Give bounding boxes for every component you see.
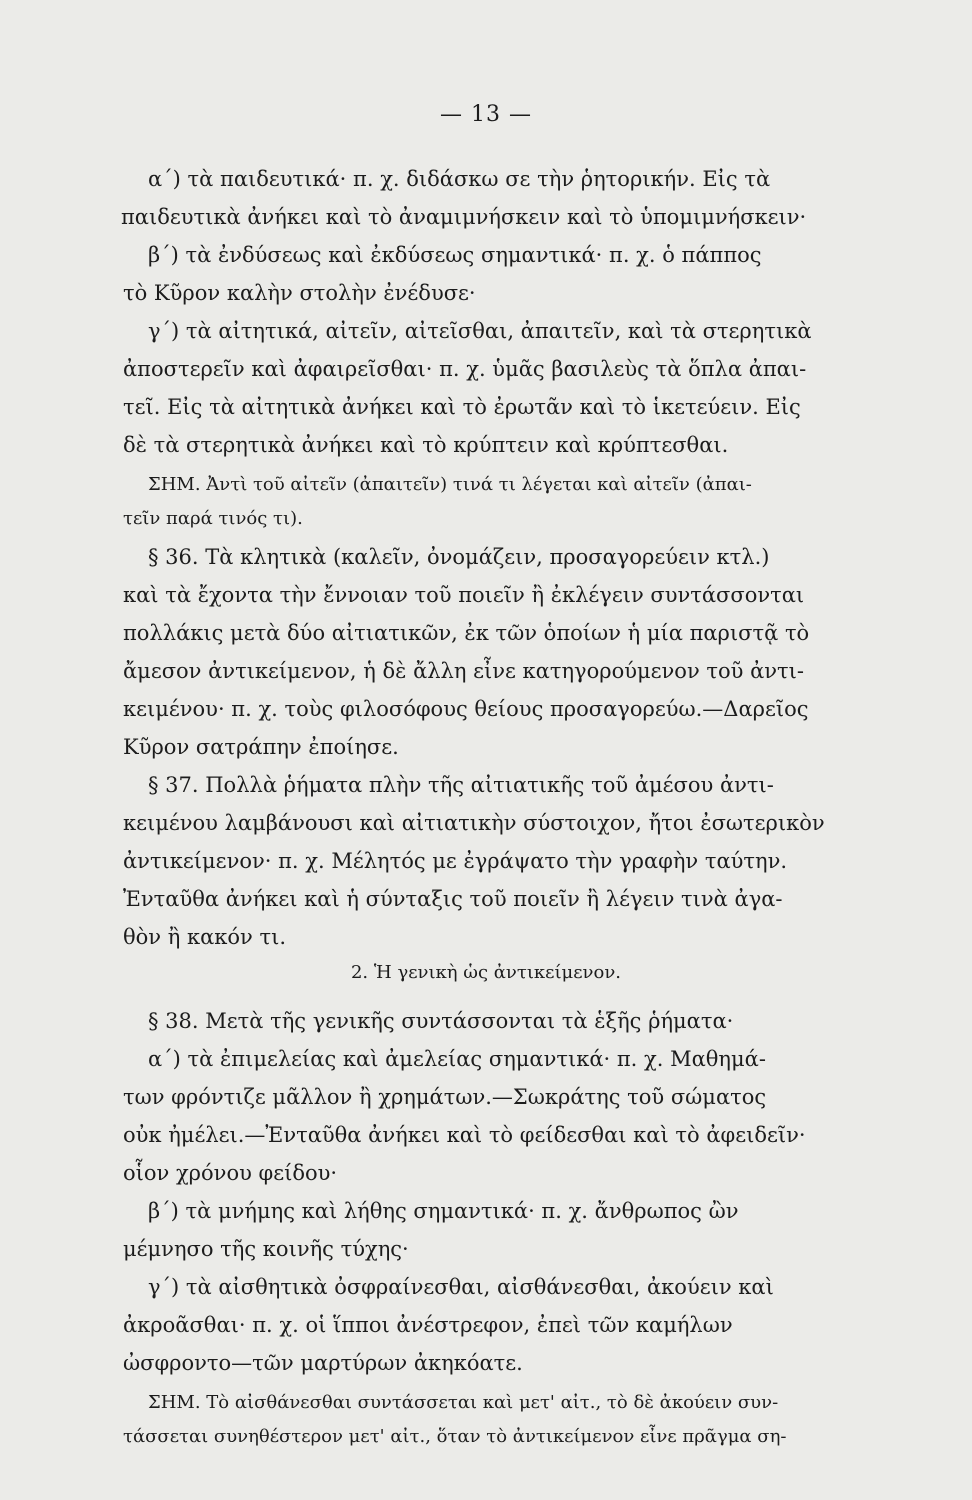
text-line: § 37. Πολλὰ ῥήματα πλὴν τῆς αἰτιατικῆς τοῦ ἀμέσου ἀντι- [148, 773, 774, 797]
text-line: κειμένου λαμβάνουσι καὶ αἰτιατικὴν σύστοιχον, ἤτοι ἐσωτερικὸν [123, 811, 825, 835]
text-line: α΄) τὰ παιδευτικά· π. χ. διδάσκω σε τὴν ῥητορικήν. Εἰς τὰ [148, 167, 771, 191]
text-line: καὶ τὰ ἔχοντα τὴν ἔννοιαν τοῦ ποιεῖν ἢ ἐκλέγειν συντάσσονται [123, 583, 805, 607]
text-line: ἄμεσον ἀντικείμενον, ἡ δὲ ἄλλη εἶνε κατηγορούμενον τοῦ ἀντι- [123, 659, 804, 683]
text-line: ἀποστερεῖν καὶ ἀφαιρεῖσθαι· π. χ. ὑμᾶς βασιλεὺς τὰ ὅπλα ἀπαι- [123, 357, 807, 381]
text-line: β΄) τὰ ἐνδύσεως καὶ ἐκδύσεως σημαντικά· π. χ. ὁ πάππος [148, 243, 762, 267]
text-line: δὲ τὰ στερητικὰ ἀνήκει καὶ τὸ κρύπτειν καὶ κρύπτεσθαι. [123, 433, 729, 457]
text-line: τεῖ. Εἰς τὰ αἰτητικὰ ἀνήκει καὶ τὸ ἐρωτᾶν καὶ τὸ ἱκετεύειν. Εἰς [123, 395, 801, 419]
text-line: α΄) τὰ ἐπιμελείας καὶ ἀμελείας σημαντικά· π. χ. Μαθημά- [148, 1047, 766, 1071]
text-line: γ΄) τὰ αἰσθητικὰ ὀσφραίνεσθαι, αἰσθάνεσθαι, ἀκούειν καὶ [148, 1275, 774, 1299]
text-line: τὸ Κῦρον καλὴν στολὴν ἐνέδυσε· [123, 281, 476, 305]
text-line: Ἐνταῦθα ἀνήκει καὶ ἡ σύνταξις τοῦ ποιεῖν ἢ λέγειν τινὰ ἀγα- [123, 887, 783, 911]
note-line: ΣΗΜ. Τὸ αἰσθάνεσθαι συντάσσεται καὶ μετ' αἰτ., τὸ δὲ ἀκούειν συν- [148, 1392, 779, 1413]
text-line: ἀντικείμενον· π. χ. Μέλητός με ἐγράψατο τὴν γραφὴν ταύτην. [123, 849, 788, 873]
note-line: τάσσεται συνηθέστερον μετ' αἰτ., ὅταν τὸ ἀντικείμενον εἶνε πρᾶγμα ση- [123, 1426, 787, 1447]
text-line: § 38. Μετὰ τῆς γενικῆς συντάσσονται τὰ ἑξῆς ῥήματα· [148, 1009, 734, 1033]
text-line: θὸν ἢ κακόν τι. [123, 925, 287, 949]
note-line: τεῖν παρά τινός τι). [123, 508, 303, 529]
text-line: ἀκροᾶσθαι· π. χ. οἱ ἵπποι ἀνέστρεφον, ἐπεὶ τῶν καμήλων [123, 1313, 733, 1337]
text-line: οἷον χρόνου φείδου· [123, 1161, 338, 1185]
text-line: παιδευτικὰ ἀνήκει καὶ τὸ ἀναμιμνήσκειν καὶ τὸ ὑπομιμνήσκειν· [121, 205, 807, 229]
text-line: κειμένου· π. χ. τοὺς φιλοσόφους θείους προσαγορεύω.—Δαρεῖος [123, 697, 809, 721]
text-line: Κῦρον σατράπην ἐποίησε. [123, 735, 399, 759]
note-line: ΣΗΜ. Ἀντὶ τοῦ αἰτεῖν (ἀπαιτεῖν) τινά τι λέγεται καὶ αἰτεῖν (ἀπαι- [148, 474, 752, 495]
text-line: οὐκ ἠμέλει.—Ἐνταῦθα ἀνήκει καὶ τὸ φείδεσθαι καὶ τὸ ἀφειδεῖν· [123, 1123, 806, 1147]
text-line: β΄) τὰ μνήμης καὶ λήθης σημαντικά· π. χ. ἄνθρωπος ὢν [148, 1199, 739, 1223]
text-line: ὠσφροντο—τῶν μαρτύρων ἀκηκόατε. [123, 1351, 523, 1375]
section-heading: 2. Ἡ γενικὴ ὡς ἀντικείμενον. [350, 962, 621, 983]
text-line: § 36. Τὰ κλητικὰ (καλεῖν, ὀνομάζειν, προσαγορεύειν κτλ.) [148, 545, 770, 569]
text-line: πολλάκις μετὰ δύο αἰτιατικῶν, ἐκ τῶν ὁποίων ἡ μία παριστᾷ τὸ [123, 621, 810, 645]
page-number: — 13 — [440, 102, 532, 127]
text-line: μέμνησο τῆς κοινῆς τύχης· [123, 1237, 409, 1261]
text-line: γ΄) τὰ αἰτητικά, αἰτεῖν, αἰτεῖσθαι, ἀπαιτεῖν, καὶ τὰ στερητικὰ [148, 319, 812, 343]
text-line: των φρόντιζε μᾶλλον ἢ χρημάτων.—Σωκράτης τοῦ σώματος [123, 1085, 767, 1109]
